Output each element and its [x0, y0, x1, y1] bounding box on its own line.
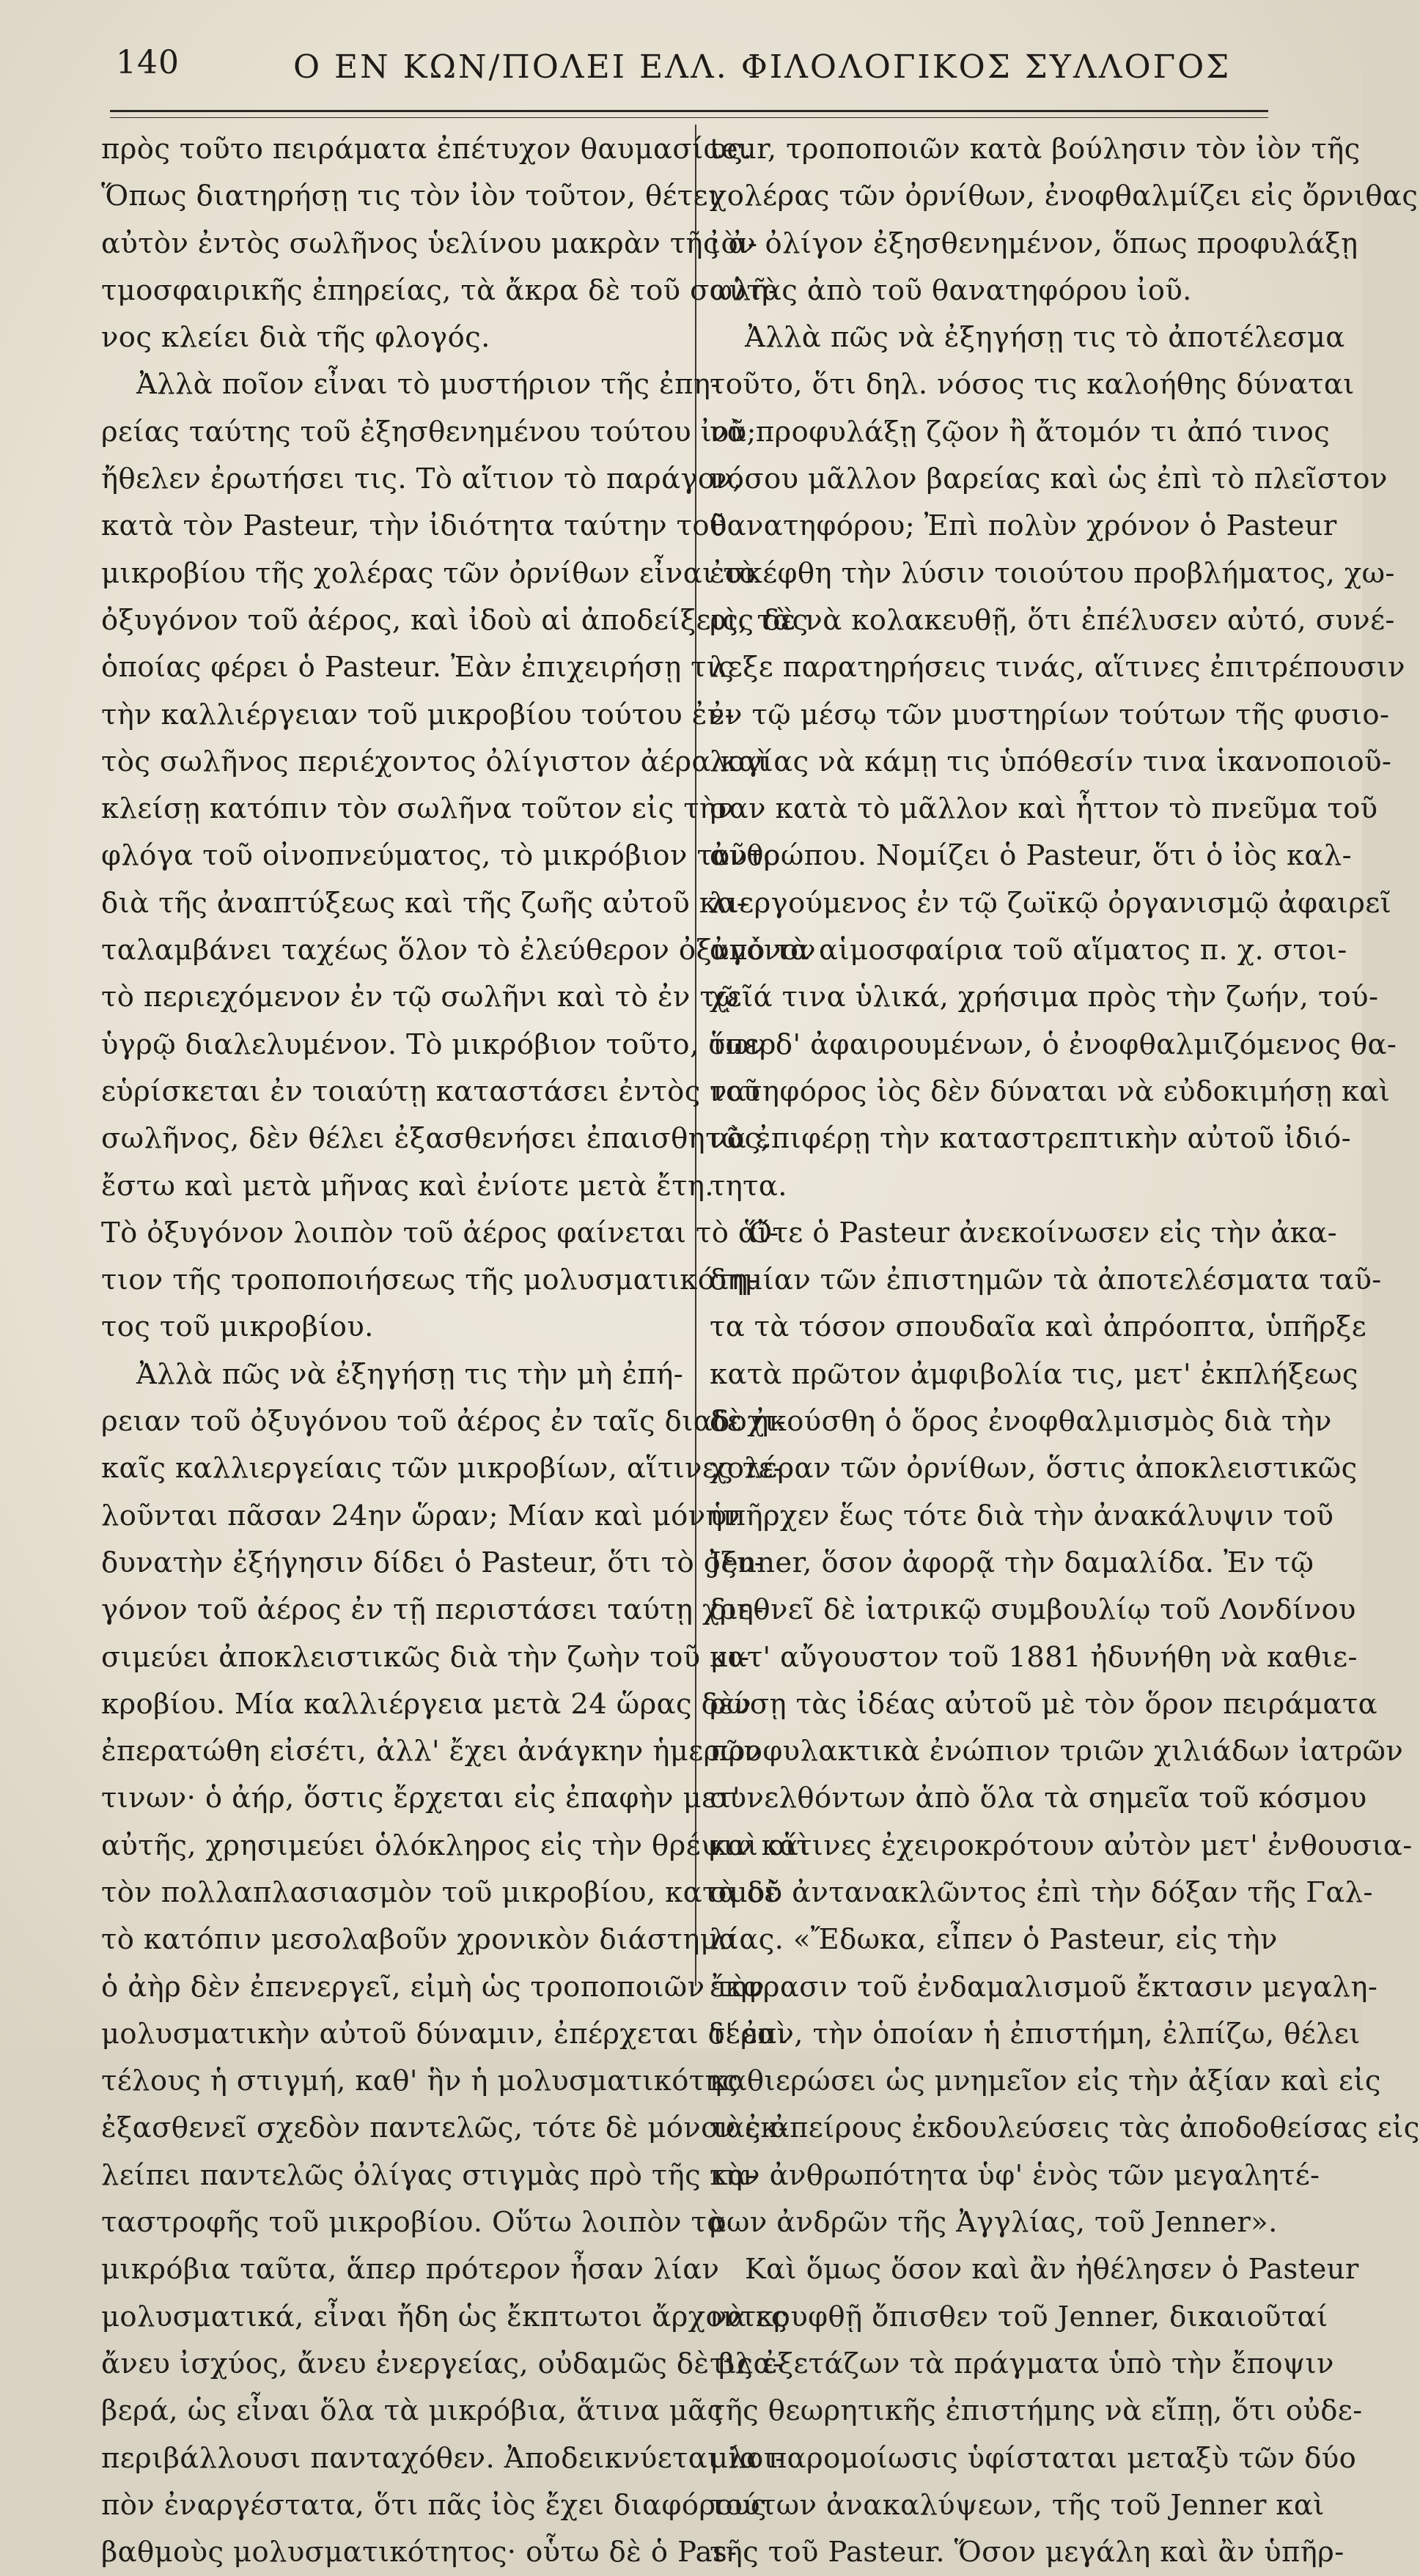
- text-line: μικρόβια ταῦτα, ἅπερ πρότερον ἦσαν λίαν: [101, 2253, 720, 2287]
- text-line: ρείας ταύτης τοῦ ἐξησθενημένου τούτου ἰοῦ;: [101, 415, 757, 449]
- text-line: πὸν ἐναργέστατα, ὅτι πᾶς ἰὸς ἔχει διαφόρους: [101, 2488, 767, 2522]
- text-line: νος κλείει διὰ τῆς φλογός.: [101, 321, 490, 355]
- text-line: ρὶς δὲ νὰ κολακευθῇ, ὅτι ἐπέλυσεν αὐτό, συνέ-: [710, 603, 1395, 637]
- text-line: λεξε παρατηρήσεις τινάς, αἵτινες ἐπιτρέπουσιν: [710, 651, 1405, 684]
- text-line: σιμεύει ἀποκλειστικῶς διὰ τὴν ζωὴν τοῦ μι-: [101, 1640, 750, 1674]
- text-line: τὸ κατόπιν μεσολαβοῦν χρονικὸν διάστημα: [101, 1923, 738, 1957]
- text-line: ρων ἀνδρῶν τῆς Ἀγγλίας, τοῦ Jenner».: [710, 2206, 1278, 2240]
- text-line: μολυσματικά, εἶναι ἤδη ὡς ἔκπτωτοι ἄρχοντες: [101, 2300, 787, 2333]
- text-line: προφυλακτικὰ ἐνώπιον τριῶν χιλιάδων ἰατρῶν: [710, 1735, 1404, 1768]
- text-line: κροβίου. Μία καλλιέργεια μετὰ 24 ὥρας δὲν: [101, 1687, 752, 1721]
- text-line: δὲ ἠκούσθη ὁ ὅρος ἐνοφθαλμισμὸς διὰ τὴν: [710, 1405, 1332, 1439]
- text-line: θανατηφόρου; Ἐπὶ πολὺν χρόνον ὁ Pasteur: [710, 509, 1337, 543]
- text-line: ὁ ἀὴρ δὲν ἐπενεργεῖ, εἰμὴ ὡς τροποποιῶν τὴν: [101, 1970, 765, 2004]
- text-line: νὰ ἐπιφέρῃ τὴν καταστρεπτικὴν αὐτοῦ ἰδιό-: [710, 1122, 1352, 1156]
- text-line: νὰ προφυλάξῃ ζῷον ἢ ἄτομόν τι ἀπό τινος: [710, 415, 1331, 449]
- text-line: τέραν, τὴν ὁποίαν ἡ ἐπιστήμη, ἐλπίζω, θέλει: [710, 2017, 1361, 2051]
- text-line: ἔκφρασιν τοῦ ἐνδαμαλισμοῦ ἔκτασιν μεγαλη-: [710, 1970, 1378, 2004]
- text-line: νὰ κρυφθῇ ὄπισθεν τοῦ Jenner, δικαιοῦταί: [710, 2300, 1328, 2333]
- text-line: ρώσῃ τὰς ἰδέας αὐτοῦ μὲ τὸν ὅρον πειράματα: [710, 1687, 1378, 1721]
- text-line: τῆς θεωρητικῆς ἐπιστήμης νὰ εἴπῃ, ὅτι οὐδε-: [710, 2394, 1363, 2428]
- text-line: ἔστω καὶ μετὰ μῆνας καὶ ἐνίοτε μετὰ ἔτη.: [101, 1169, 715, 1203]
- text-line: ἐσκέφθη τὴν λύσιν τοιούτου προβλήματος, χω-: [710, 556, 1395, 590]
- text-line: ἄνευ ἰσχύος, ἄνευ ἐνεργείας, οὐδαμῶς δὲ βλα-: [101, 2347, 783, 2380]
- text-line: νόσου μᾶλλον βαρείας καὶ ὡς ἐπὶ τὸ πλεῖστον: [710, 462, 1388, 496]
- text-line: σαν κατὰ τὸ μᾶλλον καὶ ἧττον τὸ πνεῦμα τοῦ: [710, 792, 1378, 826]
- text-line: καθιερώσει ὡς μνημεῖον εἰς τὴν ἀξίαν καὶ εἰς: [710, 2064, 1381, 2098]
- text-line: κατ' αὔγουστον τοῦ 1881 ἠδυνήθη νὰ καθιε-: [710, 1640, 1358, 1674]
- text-line: γόνον τοῦ ἀέρος ἐν τῇ περιστάσει ταύτῃ χρη-: [101, 1593, 764, 1627]
- text-line: λογίας νὰ κάμῃ τις ὑπόθεσίν τινα ἱκανοποιοῦ-: [710, 745, 1392, 778]
- text-line: ρειαν τοῦ ὀξυγόνου τοῦ ἀέρος ἐν ταῖς διαδοχι-: [101, 1405, 786, 1439]
- text-line: μικροβίου τῆς χολέρας τῶν ὀρνίθων εἶναι τὸ: [101, 556, 757, 590]
- text-line: ἤθελεν ἐρωτήσει τις. Τὸ αἴτιον τὸ παράγον,: [101, 462, 742, 496]
- page-header: [110, 35, 1254, 101]
- text-line: ταστροφῆς τοῦ μικροβίου. Οὕτω λοιπὸν τὰ: [101, 2206, 726, 2240]
- text-line: λίας. «Ἔδωκα, εἶπεν ὁ Pasteur, εἰς τὴν: [710, 1923, 1278, 1957]
- text-line: μολυσματικὴν αὐτοῦ δύναμιν, ἐπέρχεται δ' ἐπὶ: [101, 2017, 789, 2051]
- text-line: Ὅτε ὁ Pasteur ἀνεκοίνωσεν εἰς τὴν ἀκα-: [745, 1216, 1338, 1250]
- text-line: δυνατὴν ἐξήγησιν δίδει ὁ Pasteur, ὅτι τὸ ὀξυ-: [101, 1546, 765, 1579]
- text-line: τὴν καλλιέργειαν τοῦ μικροβίου τούτου ἐν-: [101, 698, 735, 731]
- text-line: τητα.: [710, 1169, 787, 1203]
- right-column: [710, 126, 1420, 2576]
- text-line: καῖς καλλιεργείαις τῶν μικροβίων, αἵτινες τε-: [101, 1452, 784, 1486]
- text-line: τμοσφαιρικῆς ἐπηρείας, τὰ ἄκρα δὲ τοῦ σωλῆ-: [101, 273, 779, 307]
- text-line: χολέραν τῶν ὀρνίθων, ὅστις ἀποκλειστικῶς: [710, 1452, 1358, 1486]
- text-line: τὸ περιεχόμενον ἐν τῷ σωλῆνι καὶ τὸ ἐν τῷ: [101, 981, 739, 1014]
- text-line: χεῖά τινα ὑλικά, χρήσιμα πρὸς τὴν ζωήν, τού-: [710, 981, 1379, 1014]
- text-line: νατηφόρος ἰὸς δὲν δύναται νὰ εὐδοκιμήσῃ καὶ: [710, 1074, 1391, 1108]
- text-line: αὐτὰς ἀπὸ τοῦ θανατηφόρου ἰοῦ.: [710, 273, 1192, 307]
- running-title: Ο ΕΝ ΚΩΝ/ΠΟΛΕΙ ΕΛΛ. ΦΙΛΟΛΟΓΙΚΟΣ ΣΥΛΛΟΓΟΣ: [293, 48, 1232, 86]
- text-line: ἐν τῷ μέσῳ τῶν μυστηρίων τούτων τῆς φυσιο-: [710, 698, 1390, 731]
- text-line: αὐτὸν ἐντὸς σωλῆνος ὑελίνου μακρὰν τῆς ἀ-: [101, 226, 758, 260]
- text-line: σωλῆνος, δὲν θέλει ἐξασθενήσει ἐπαισθητῶς,: [101, 1122, 770, 1156]
- text-line: μία παρομοίωσις ὑφίσταται μεταξὺ τῶν δύο: [710, 2441, 1357, 2475]
- text-line: τὸν πολλαπλασιασμὸν τοῦ μικροβίου, κατὰ δὲ: [101, 1875, 780, 1909]
- text-line: πρὸς τοῦτο πειράματα ἐπέτυχον θαυμασίως.: [101, 133, 752, 166]
- text-line: βερά, ὡς εἶναι ὅλα τὰ μικρόβια, ἅτινα μᾶς: [101, 2394, 724, 2428]
- text-line: τοῦτο, ὅτι δηλ. νόσος τις καλοήθης δύναται: [710, 368, 1355, 402]
- text-line: κλείσῃ κατόπιν τὸν σωλῆνα τοῦτον εἰς τὴν: [101, 792, 735, 826]
- text-line: Καὶ ὅμως ὅσον καὶ ἂν ἠθέλησεν ὁ Pasteur: [745, 2253, 1359, 2287]
- text-line: χολέρας τῶν ὀρνίθων, ἐνοφθαλμίζει εἰς ὄρνιθας: [710, 180, 1419, 213]
- text-line: ὁποίας φέρει ὁ Pasteur. Ἐὰν ἐπιχειρήσῃ τις: [101, 651, 735, 684]
- text-line: διεθνεῖ δὲ ἰατρικῷ συμβουλίῳ τοῦ Λονδίνου: [710, 1593, 1356, 1627]
- text-line: τος τοῦ μικροβίου.: [101, 1310, 374, 1344]
- page-number: 140: [116, 44, 180, 81]
- text-line: λείπει παντελῶς ὀλίγας στιγμὰς πρὸ τῆς κα-: [101, 2158, 757, 2192]
- text-line: Ἀλλὰ πῶς νὰ ἐξηγήσῃ τις τὴν μὴ ἐπή-: [136, 1357, 684, 1391]
- text-line: τις ἐξετάζων τὰ πράγματα ὑπὸ τὴν ἔποψιν: [710, 2347, 1334, 2380]
- text-line: λιεργούμενος ἐν τῷ ζωϊκῷ ὀργανισμῷ ἀφαιρεῖ: [710, 886, 1392, 920]
- text-line: σμοῦ ἀντανακλῶντος ἐπὶ τὴν δόξαν τῆς Γαλ-: [710, 1875, 1373, 1909]
- text-line: περιβάλλουσι πανταχόθεν. Ἀποδεικνύεται λοι-: [101, 2441, 785, 2475]
- text-line: ἐπερατώθη εἰσέτι, ἀλλ' ἔχει ἀνάγκην ἡμερῶν: [101, 1735, 762, 1768]
- text-line: κατὰ πρῶτον ἀμφιβολία τις, μετ' ἐκπλήξεως: [710, 1357, 1358, 1391]
- header-rule: [110, 110, 1268, 112]
- text-line: Ἀλλὰ πῶς νὰ ἐξηγήσῃ τις τὸ ἀποτέλεσμα: [745, 321, 1345, 355]
- text-line: τῆς τοῦ Pasteur. Ὅσον μεγάλη καὶ ἂν ὑπῆρ-: [710, 2536, 1344, 2569]
- text-line: τιον τῆς τροποποιήσεως τῆς μολυσματικότη-: [101, 1263, 758, 1297]
- text-line: βαθμοὺς μολυσματικότητος· οὗτω δὲ ὁ Pas-: [101, 2536, 737, 2569]
- header-rule-thin: [110, 117, 1268, 118]
- text-line: τέλους ἡ στιγμή, καθ' ἣν ἡ μολυσματικότης: [101, 2064, 738, 2098]
- text-line: τὴν ἀνθρωπότητα ὑφ' ἑνὸς τῶν μεγαλητέ-: [710, 2158, 1320, 2192]
- text-line: Τὸ ὀξυγόνον λοιπὸν τοῦ ἀέρος φαίνεται τὸ αἴ-: [101, 1216, 779, 1250]
- text-line: ἀνθρώπου. Νομίζει ὁ Pasteur, ὅτι ὁ ἰὸς καλ-: [710, 839, 1353, 873]
- text-line: ὑγρῷ διαλελυμένον. Τὸ μικρόβιον τοῦτο, ὅπερ: [101, 1027, 776, 1061]
- text-line: αὐτῆς, χρησιμεύει ὁλόκληρος εἰς τὴν θρέψιν καὶ: [101, 1828, 810, 1862]
- text-line: τούτων ἀνακαλύψεων, τῆς τοῦ Jenner καὶ: [710, 2488, 1325, 2522]
- text-line: ταλαμβάνει ταχέως ὅλον τὸ ἐλεύθερον ὀξυγόνον: [101, 934, 817, 967]
- text-line: teur, τροποποιῶν κατὰ βούλησιν τὸν ἰὸν τῆς: [710, 133, 1361, 166]
- text-line: τὸς σωλῆνος περιέχοντος ὀλίγιστον ἀέρα καὶ: [101, 745, 769, 778]
- text-line: κατὰ τὸν Pasteur, τὴν ἰδιότητα ταύτην τοῦ: [101, 509, 727, 543]
- text-line: Ἀλλὰ ποῖον εἶναι τὸ μυστήριον τῆς ἐπη-: [136, 368, 721, 402]
- text-line: ἐξασθενεῖ σχεδὸν παντελῶς, τότε δὲ μόνον ἐκ-: [101, 2111, 789, 2145]
- text-line: τινων· ὁ ἀήρ, ὅστις ἔρχεται εἰς ἐπαφὴν μετ': [101, 1782, 741, 1815]
- text-line: δημίαν τῶν ἐπιστημῶν τὰ ἀποτελέσματα ταῦ-: [710, 1263, 1382, 1297]
- text-line: συνελθόντων ἀπὸ ὅλα τὰ σημεῖα τοῦ κόσμου: [710, 1782, 1367, 1815]
- text-line: των δ' ἀφαιρουμένων, ὁ ἐνοφθαλμιζόμενος θα-: [710, 1027, 1397, 1061]
- text-line: ὀξυγόνον τοῦ ἀέρος, καὶ ἰδοὺ αἱ ἀποδείξεις, τὰς: [101, 603, 809, 637]
- text-line: τὰς ἀπείρους ἐκδουλεύσεις τὰς ἀποδοθείσας εἰς: [710, 2111, 1420, 2145]
- text-line: ἀπὸ τὰ αἱμοσφαίρια τοῦ αἵματος π. χ. στοι-: [710, 934, 1347, 967]
- text-line: ὑπῆρχεν ἕως τότε διὰ τὴν ἀνακάλυψιν τοῦ: [710, 1499, 1334, 1532]
- text-line: Jenner, ὅσον ἀφορᾷ τὴν δαμαλίδα. Ἐν τῷ: [710, 1546, 1314, 1579]
- text-line: καὶ οἵτινες ἐχειροκρότουν αὐτὸν μετ' ἐνθουσια-: [710, 1828, 1413, 1862]
- text-line: φλόγα τοῦ οἰνοπνεύματος, τὸ μικρόβιον τοῦτο: [101, 839, 781, 873]
- text-line: εὑρίσκεται ἐν τοιαύτῃ καταστάσει ἐντὸς τοῦ: [101, 1074, 761, 1108]
- text-line: Ὅπως διατηρήσῃ τις τὸν ἰὸν τοῦτον, θέτει: [101, 180, 720, 213]
- text-line: ἰὸν ὀλίγον ἐξησθενημένον, ὅπως προφυλάξῃ: [710, 226, 1358, 260]
- text-line: λοῦνται πᾶσαν 24ην ὥραν; Μίαν καὶ μόνην: [101, 1499, 740, 1532]
- text-line: τα τὰ τόσον σπουδαῖα καὶ ἀπρόοπτα, ὑπῆρξε: [710, 1310, 1367, 1344]
- left-column: [101, 126, 817, 2576]
- text-line: διὰ τῆς ἀναπτύξεως καὶ τῆς ζωῆς αὐτοῦ κα-: [101, 886, 747, 920]
